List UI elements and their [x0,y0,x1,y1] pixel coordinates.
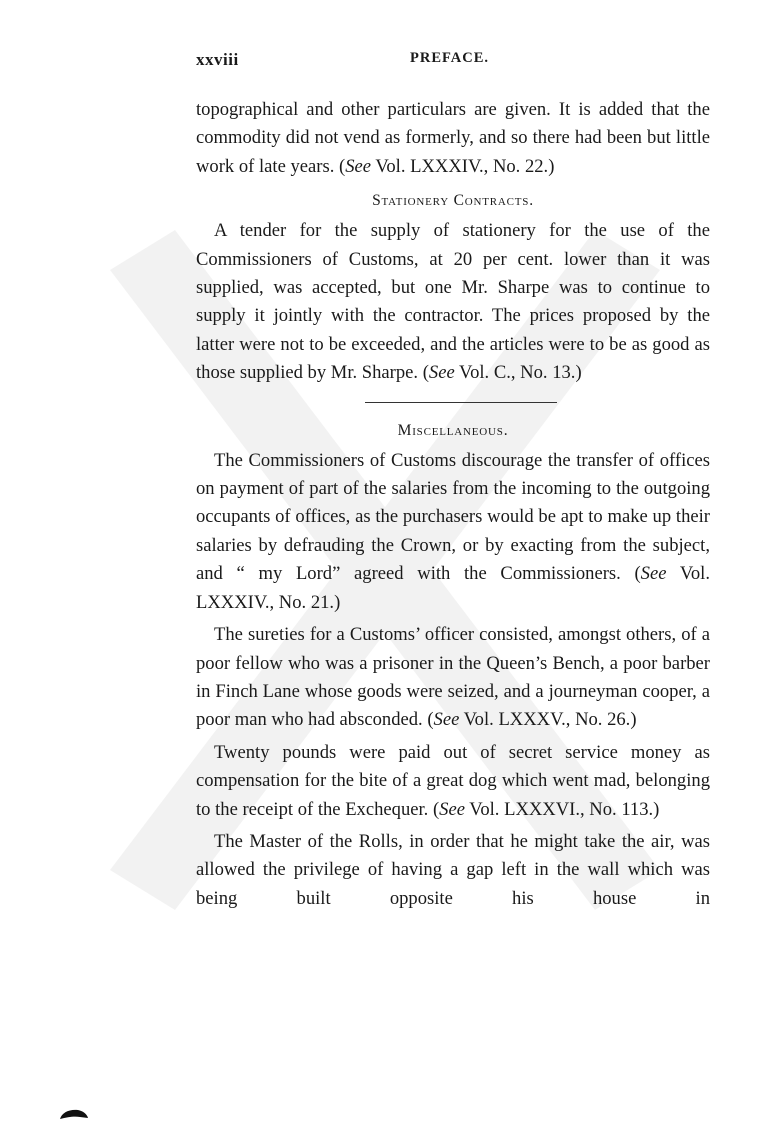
running-head: PREFACE. [410,50,490,66]
ink-blot-mark [60,1108,88,1120]
body-text [196,96,710,913]
paragraph-master-of-rolls: The Master of the Rolls, in order that he might take the air, was allowed the privilege of having a gap left in the wall which was being built opposite his house in [196,830,710,909]
paragraph-stationery: A tender for the supply of stationery for the use of the Commissioners of Customs, at 20 per cent. lower than it was supplied, was accepted, but one Mr. Sharpe was to continue to supply it jointly with the contractor. The prices proposed by the latter were not to be exceeded, and the articles were to be as good as those supplied by Mr. Sharpe. (See Vol. C., No. 13.) [196,220,710,384]
paragraph-transfer-of-offices: The Commissioners of Customs discourage the transfer of offices on payment of part of the salaries from the incoming to the outgoing occupants of offices, as the purchasers would be apt to make up their salaries by defrauding the Crown, or by exacting from the subject, and “ my Lord” agreed with the Commissioners. (See Vol. LXXXIV., No. 21.) [196,449,710,613]
page-number: xxviii [196,50,239,69]
paragraph-continuation: topographical and other particulars are given. It is added that the commodity did not vend as formerly, and so there had been but little work of late years. (See Vol. LXXXIV., No. 22.) [196,99,710,177]
paragraph-dog-bite: Twenty pounds were paid out of secret service money as compensation for the bite of a great dog which went mad, belonging to the receipt of the Exchequer. (See Vol. LXXXVI., No. 113.) [196,741,710,820]
paragraph-sureties: The sureties for a Customs’ officer consisted, amongst others, of a poor fellow who was a prisoner in the Queen’s Bench, a poor barber in Finch Lane whose goods were seized, and a journeyman cooper, a poor man who had absconded. (See Vol. LXXXV., No. 26.) [196,624,710,731]
section-heading-stationery-contracts: Stationery Contracts. [372,192,534,210]
section-divider [365,402,557,403]
page-header [196,50,710,74]
section-heading-miscellaneous: Miscellaneous. [397,421,509,439]
